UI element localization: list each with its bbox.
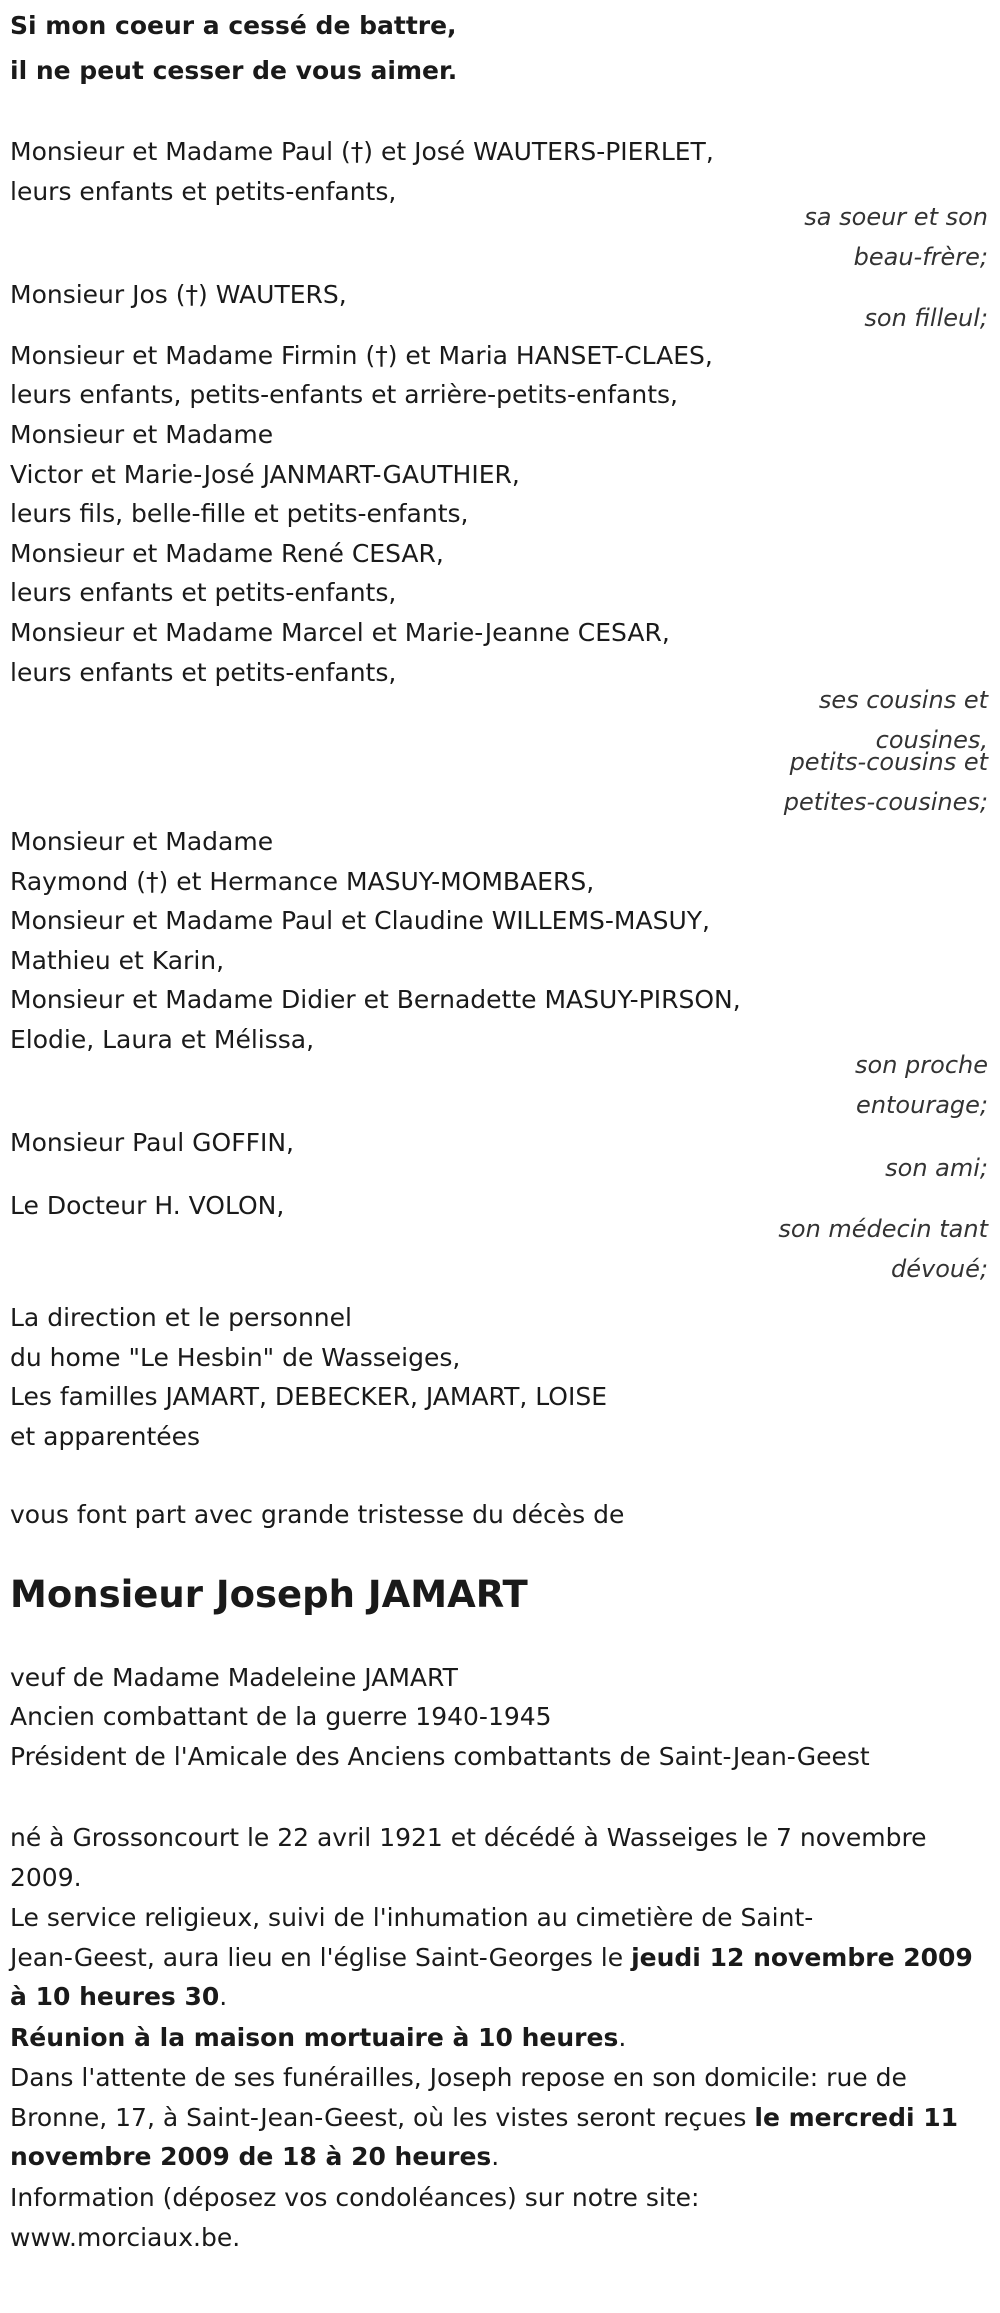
family-line: Monsieur et Madame René CESAR, [10, 539, 444, 568]
relation-label: dévoué; [891, 1255, 988, 1283]
family-line: Monsieur et Madame Didier et Bernadette MASUY-PIRSON, [10, 985, 741, 1014]
service-line [10, 1938, 973, 1978]
wake-text: Bronne, 17, à Saint-Jean-Geest, où les vistes seront reçues [10, 2103, 755, 2132]
family-line: Raymond (†) et Hermance MASUY-MOMBAERS, [10, 867, 595, 896]
family-line: Monsieur et Madame [10, 827, 274, 856]
family-line: du home "Le Hesbin" de Wasseiges, [10, 1343, 461, 1372]
wake-line [10, 2137, 499, 2177]
service-line [10, 1977, 227, 2017]
reunion-punct: . [618, 2023, 627, 2052]
family-line: Mathieu et Karin, [10, 946, 225, 975]
wake-punct: . [491, 2142, 500, 2171]
wake-line: Dans l'attente de ses funérailles, Joseph repose en son domicile: rue de [10, 2063, 907, 2092]
website-info: Information (déposez vos condoléances) sur notre site: [10, 2183, 700, 2212]
family-line: leurs enfants et petits-enfants, [10, 177, 397, 206]
family-line: Monsieur Jos (†) WAUTERS, [10, 280, 347, 309]
deceased-detail: Ancien combattant de la guerre 1940-1945 [10, 1702, 552, 1731]
service-punct: . [219, 1982, 228, 2011]
family-line: La direction et le personnel [10, 1303, 352, 1332]
relation-label: ses cousins et [818, 686, 988, 714]
birth-death-line: 2009. [10, 1863, 82, 1892]
website-link[interactable]: www.morciaux.be. [10, 2223, 241, 2252]
relation-label: entourage; [856, 1091, 988, 1119]
family-line: Monsieur Paul GOFFIN, [10, 1128, 294, 1157]
relation-label: son ami; [885, 1154, 988, 1182]
reunion-text: Réunion à la maison mortuaire à 10 heures [10, 2023, 619, 2052]
family-line: leurs enfants, petits-enfants et arrière-petits-enfants, [10, 380, 678, 409]
service-text: Jean-Geest, aura lieu en l'église Saint-Georges le [10, 1943, 632, 1972]
wake-date: le mercredi 11 [754, 2103, 959, 2132]
service-line: Le service religieux, suivi de l'inhumation au cimetière de Saint- [10, 1903, 814, 1932]
relation-label: son proche [855, 1051, 988, 1079]
wake-line [10, 2098, 958, 2138]
family-line: Monsieur et Madame Paul et Claudine WILLEMS-MASUY, [10, 906, 710, 935]
wake-time: novembre 2009 de 18 à 20 heures [10, 2142, 492, 2171]
family-line: Victor et Marie-José JANMART-GAUTHIER, [10, 460, 520, 489]
relation-label: beau-frère; [853, 243, 988, 271]
relation-label: son filleul; [864, 304, 988, 332]
family-line: Monsieur et Madame Paul (†) et José WAUTERS-PIERLET, [10, 137, 714, 166]
family-line: Les familles JAMART, DEBECKER, JAMART, LOISE [10, 1382, 608, 1411]
service-date: jeudi 12 novembre 2009 [631, 1943, 973, 1972]
relation-label: petits-cousins et [789, 748, 988, 776]
family-line: et apparentées [10, 1422, 201, 1451]
family-line: Monsieur et Madame [10, 420, 274, 449]
family-line: leurs fils, belle-fille et petits-enfants, [10, 499, 469, 528]
deceased-name: Monsieur Joseph JAMART [10, 1573, 528, 1616]
epigraph-line: il ne peut cesser de vous aimer. [10, 56, 458, 85]
relation-label: cousines, [875, 726, 988, 754]
deceased-detail: Président de l'Amicale des Anciens combattants de Saint-Jean-Geest [10, 1742, 870, 1771]
announcement-text: vous font part avec grande tristesse du décès de [10, 1500, 625, 1529]
family-line: leurs enfants et petits-enfants, [10, 658, 397, 687]
family-line: Monsieur et Madame Firmin (†) et Maria HANSET-CLAES, [10, 341, 713, 370]
family-line: leurs enfants et petits-enfants, [10, 578, 397, 607]
deceased-detail: veuf de Madame Madeleine JAMART [10, 1663, 458, 1692]
family-line: Le Docteur H. VOLON, [10, 1191, 285, 1220]
reunion-line [10, 2018, 626, 2058]
relation-label: sa soeur et son [804, 203, 988, 231]
service-time: à 10 heures 30 [10, 1982, 220, 2011]
family-line: Monsieur et Madame Marcel et Marie-Jeanne CESAR, [10, 618, 670, 647]
birth-death-line: né à Grossoncourt le 22 avril 1921 et décédé à Wasseiges le 7 novembre [10, 1823, 927, 1852]
epigraph-line: Si mon coeur a cessé de battre, [10, 11, 457, 40]
relation-label: petites-cousines; [783, 788, 988, 816]
family-line: Elodie, Laura et Mélissa, [10, 1025, 315, 1054]
relation-label: son médecin tant [778, 1215, 988, 1243]
